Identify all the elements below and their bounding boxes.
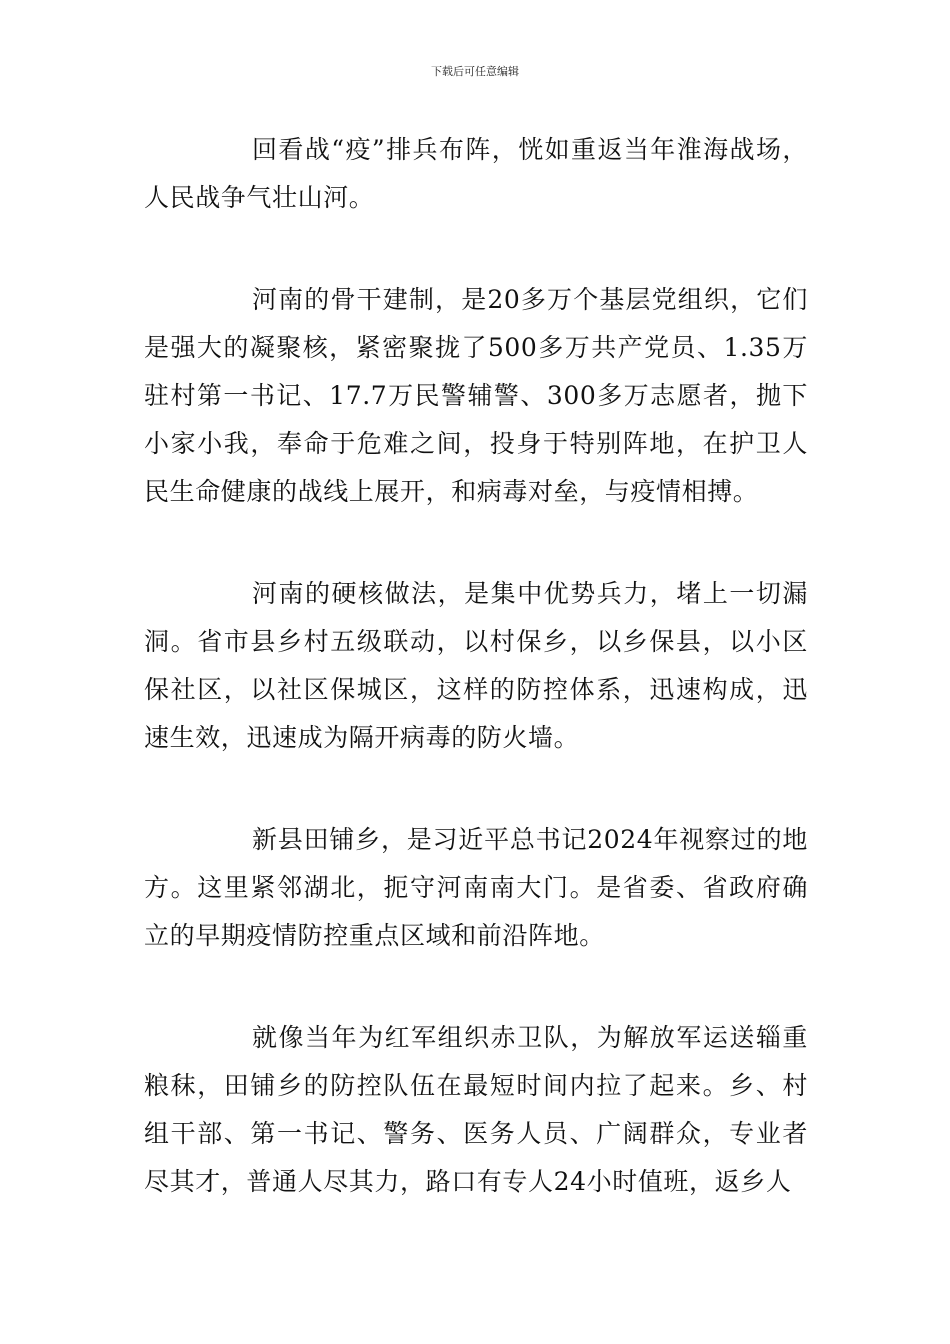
page-header: 下载后可任意编辑 bbox=[431, 65, 519, 78]
paragraph: 就像当年为红军组织赤卫队，为解放军运送辎重粮秣，田铺乡的防控队伍在最短时间内拉了起来。乡、村组干部、第一书记、警务、医务人员、广阔群众，专业者尽其才，普通人尽其力，路口有专人24小时值班，返乡人 bbox=[144, 1023, 808, 1196]
document-body bbox=[144, 126, 808, 1260]
paragraph: 回看战“疫”排兵布阵，恍如重返当年淮海战场，人民战争气壮山河。 bbox=[144, 135, 808, 212]
paragraph: 河南的骨干建制，是20多万个基层党组织，它们是强大的凝聚核，紧密聚拢了500多万共产党员、1.35万驻村第一书记、17.7万民警辅警、300多万志愿者，抛下小家小我，奉命于危难之间，投身于特别阵地，在护卫人民生命健康的战线上展开，和病毒对垒，与疫情相搏。 bbox=[144, 285, 808, 506]
paragraph: 河南的硬核做法，是集中优势兵力，堵上一切漏洞。省市县乡村五级联动，以村保乡，以乡保县，以小区保社区，以社区保城区，这样的防控体系，迅速构成，迅速生效，迅速成为隔开病毒的防火墙。 bbox=[144, 579, 808, 752]
paragraph: 新县田铺乡，是习近平总书记2024年视察过的地方。这里紧邻湖北，扼守河南南大门。是省委、省政府确立的早期疫情防控重点区域和前沿阵地。 bbox=[144, 825, 808, 950]
